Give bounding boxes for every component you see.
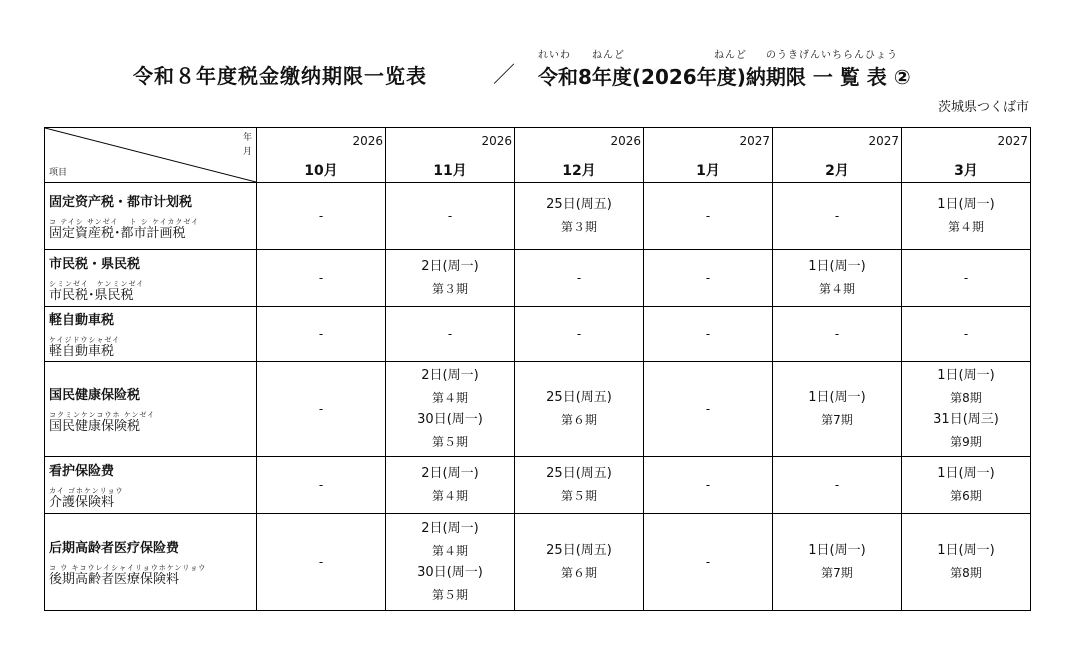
deadline-cell: [515, 362, 644, 457]
due-date: 2日(周一): [421, 466, 479, 481]
installment-period: 第４期: [431, 489, 468, 503]
corner-item-label: 项目: [49, 168, 68, 178]
diagonal-line: [45, 128, 256, 182]
deadline-cell: [257, 307, 386, 362]
table-row: [45, 362, 1031, 457]
deadline-cell: [515, 307, 644, 362]
item-furigana: ケイジドウシャゼイ: [49, 336, 121, 344]
deadline-cell: [515, 250, 644, 307]
deadline-cell: [644, 514, 773, 611]
deadline-cell: [644, 457, 773, 514]
deadline-cell: [902, 183, 1031, 250]
no-deadline-dash: -: [318, 209, 324, 223]
item-name-chinese: 国民健康保险税: [49, 388, 141, 403]
due-date: 31日(周三): [933, 412, 999, 427]
deadline-cell: [773, 250, 902, 307]
item-name-japanese: 固定資産税･都市計画税: [49, 226, 186, 241]
deadline-cell: [773, 362, 902, 457]
furigana-ichiranhyou: のうきげんいちらんひょう: [766, 50, 898, 61]
column-header: [773, 128, 902, 183]
due-date: 2日(周一): [421, 368, 479, 383]
no-deadline-dash: -: [834, 327, 840, 341]
deadline-cell: [644, 250, 773, 307]
no-deadline-dash: -: [447, 327, 453, 341]
deadline-cell: [386, 457, 515, 514]
title-japanese-block: [538, 46, 938, 89]
city-name: 茨城県つくば市: [937, 100, 1029, 115]
deadline-cell: [644, 307, 773, 362]
item-name-chinese: 軽自動車税: [49, 313, 115, 328]
deadline-cell: [386, 183, 515, 250]
no-deadline-dash: -: [834, 478, 840, 492]
furigana-nendo: ねんど: [592, 50, 625, 61]
deadline-cell: [386, 250, 515, 307]
deadline-cell: [902, 457, 1031, 514]
due-date: 1日(周一): [808, 259, 866, 274]
installment-period: 第7期: [821, 413, 853, 427]
no-deadline-dash: -: [834, 209, 840, 223]
installment-period: 第５期: [431, 588, 468, 602]
deadline-cell: [515, 457, 644, 514]
column-month: 3月: [954, 163, 978, 179]
deadline-cell: [257, 183, 386, 250]
furigana-reiwa: れいわ: [538, 50, 571, 61]
table-row: [45, 457, 1031, 514]
row-item-label: [45, 183, 257, 250]
due-date: 2日(周一): [421, 521, 479, 536]
deadline-cell: [902, 514, 1031, 611]
no-deadline-dash: -: [705, 327, 711, 341]
column-year: 2027: [868, 134, 899, 148]
due-date: 25日(周五): [546, 466, 612, 481]
due-date: 1日(周一): [937, 197, 995, 212]
column-year: 2027: [997, 134, 1028, 148]
column-header: [257, 128, 386, 183]
column-header: [515, 128, 644, 183]
installment-period: 第３期: [560, 220, 597, 234]
deadline-cell: [644, 183, 773, 250]
item-name-chinese: 市民税・県民税: [49, 257, 141, 272]
deadline-cell: [386, 514, 515, 611]
installment-period: 第8期: [950, 566, 982, 580]
due-date: 1日(周一): [808, 390, 866, 405]
no-deadline-dash: -: [576, 271, 582, 285]
deadline-cell: [515, 183, 644, 250]
item-name-japanese: 後期高齢者医療保険料: [49, 572, 180, 587]
installment-period: 第４期: [431, 544, 468, 558]
no-deadline-dash: -: [447, 209, 453, 223]
deadline-cell: [515, 514, 644, 611]
installment-period: 第５期: [560, 489, 597, 503]
item-name-chinese: 后期高龄者医疗保险费: [49, 541, 180, 556]
table-row: [45, 183, 1031, 250]
installment-period: 第４期: [818, 282, 855, 296]
deadline-cell: [257, 457, 386, 514]
header-row: [45, 128, 1031, 183]
due-date: 1日(周一): [937, 543, 995, 558]
column-year: 2026: [610, 134, 641, 148]
row-item-label: [45, 250, 257, 307]
due-date: 25日(周五): [546, 390, 612, 405]
due-date: 30日(周一): [417, 565, 483, 580]
column-header: [902, 128, 1031, 183]
deadline-table: [44, 127, 1031, 611]
column-month: 1月: [696, 163, 720, 179]
due-date: 30日(周一): [417, 412, 483, 427]
no-deadline-dash: -: [318, 271, 324, 285]
no-deadline-dash: -: [705, 209, 711, 223]
deadline-cell: [773, 307, 902, 362]
item-name-chinese: 看护保险费: [49, 464, 115, 479]
no-deadline-dash: -: [576, 327, 582, 341]
due-date: 1日(周一): [937, 368, 995, 383]
due-date: 1日(周一): [937, 466, 995, 481]
no-deadline-dash: -: [318, 402, 324, 416]
no-deadline-dash: -: [318, 327, 324, 341]
corner-year-label: 年: [242, 133, 252, 143]
no-deadline-dash: -: [318, 555, 324, 569]
deadline-cell: [773, 183, 902, 250]
title-chinese: 令和８年度税金缴纳期限一览表: [133, 64, 427, 88]
no-deadline-dash: -: [705, 478, 711, 492]
column-month: 12月: [562, 163, 596, 179]
no-deadline-dash: -: [705, 402, 711, 416]
column-month: 10月: [304, 163, 338, 179]
deadline-cell: [773, 514, 902, 611]
deadline-cell: [386, 362, 515, 457]
column-month: 11月: [433, 163, 467, 179]
deadline-cell: [902, 362, 1031, 457]
due-date: 25日(周五): [546, 197, 612, 212]
item-furigana: コ テイシ サンゼイ ト シ ケイカクゼイ: [49, 218, 200, 226]
installment-period: 第7期: [821, 566, 853, 580]
item-name-japanese: 介護保険料: [49, 495, 115, 510]
no-deadline-dash: -: [963, 327, 969, 341]
column-header: [644, 128, 773, 183]
item-furigana: シミンゼイ ケンミンゼイ: [49, 280, 145, 288]
installment-period: 第５期: [431, 435, 468, 449]
deadline-cell: [386, 307, 515, 362]
deadline-cell: [644, 362, 773, 457]
no-deadline-dash: -: [705, 271, 711, 285]
column-month: 2月: [825, 163, 849, 179]
no-deadline-dash: -: [705, 555, 711, 569]
due-date: 1日(周一): [808, 543, 866, 558]
installment-period: 第４期: [947, 220, 984, 234]
deadline-cell: [902, 307, 1031, 362]
row-item-label: [45, 514, 257, 611]
title-japanese: 令和8年度(2026年度)納期限 一 覧 表 ②: [538, 65, 911, 89]
item-furigana: コクミンケンコウホ ケンゼイ: [49, 411, 156, 419]
table-row: [45, 307, 1031, 362]
row-item-label: [45, 307, 257, 362]
installment-period: 第４期: [431, 391, 468, 405]
item-furigana: カイ ゴホケンリョウ: [49, 487, 124, 495]
corner-month-label: 月: [242, 147, 252, 157]
item-name-chinese: 固定资产税・都市计划税: [49, 195, 193, 210]
column-year: 2027: [739, 134, 770, 148]
item-name-japanese: 市民税･県民税: [49, 288, 134, 303]
deadline-cell: [902, 250, 1031, 307]
item-name-japanese: 軽自動車税: [49, 344, 115, 359]
installment-period: 第６期: [560, 413, 597, 427]
due-date: 25日(周五): [546, 543, 612, 558]
title-separator: ／: [493, 63, 516, 88]
item-name-japanese: 国民健康保険税: [49, 419, 141, 434]
installment-period: 第8期: [950, 391, 982, 405]
column-year: 2026: [352, 134, 383, 148]
item-furigana: コ ウ キコウレイシャイリョウホケンリョウ: [49, 564, 207, 572]
table-row: [45, 514, 1031, 611]
deadline-cell: [257, 362, 386, 457]
corner-cell: [45, 128, 257, 183]
installment-period: 第9期: [950, 435, 982, 449]
deadline-cell: [773, 457, 902, 514]
row-item-label: [45, 362, 257, 457]
installment-period: 第6期: [950, 489, 982, 503]
column-header: [386, 128, 515, 183]
no-deadline-dash: -: [963, 271, 969, 285]
column-year: 2026: [481, 134, 512, 148]
installment-period: 第３期: [431, 282, 468, 296]
no-deadline-dash: -: [318, 478, 324, 492]
table-row: [45, 250, 1031, 307]
row-item-label: [45, 457, 257, 514]
furigana-nendo-2: ねんど: [714, 50, 747, 61]
deadline-cell: [257, 514, 386, 611]
due-date: 2日(周一): [421, 259, 479, 274]
installment-period: 第６期: [560, 566, 597, 580]
deadline-cell: [257, 250, 386, 307]
